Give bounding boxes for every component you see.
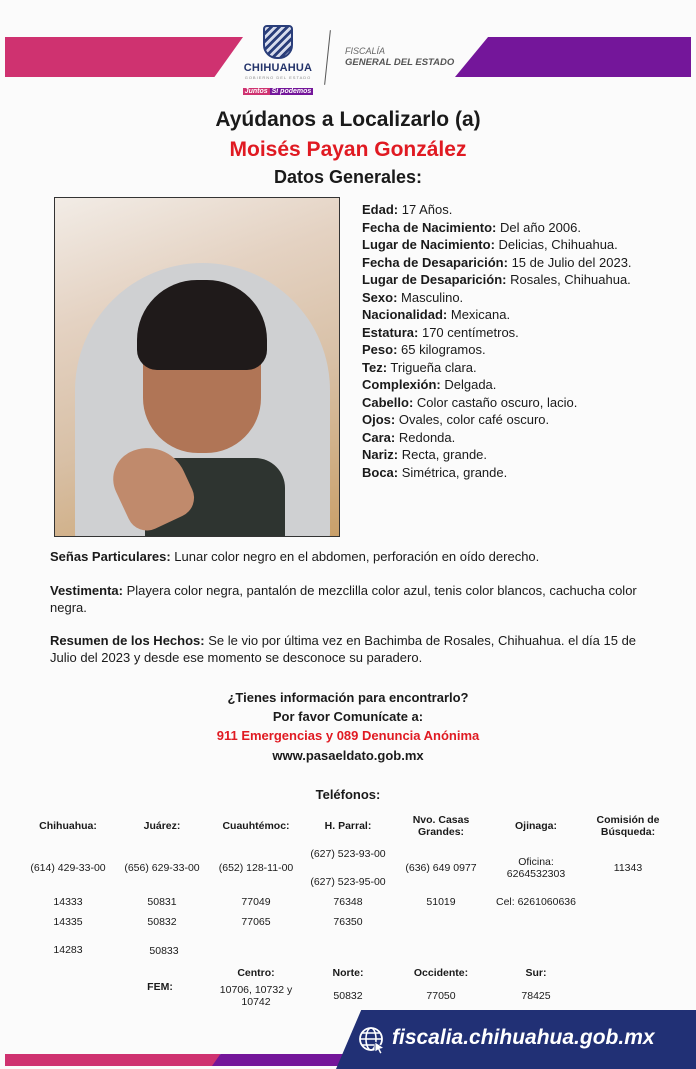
fem-norte-value: 50832 xyxy=(333,990,363,1002)
phone-parral-2: (627) 523-95-00 xyxy=(310,876,386,888)
ext-chihuahua-2: 14335 xyxy=(53,916,83,928)
ext-ojinaga-1: Cel: 6261060636 xyxy=(496,896,576,908)
header-casas-grandes: Nvo. Casas Grandes: xyxy=(412,814,470,838)
detail-row: Nacionalidad: Mexicana. xyxy=(362,307,511,322)
contact-question: ¿Tienes información para encontrarlo? xyxy=(227,690,469,705)
ext-cuauhtemoc-2: 77065 xyxy=(241,916,271,928)
phone-casas-grandes: (636) 649 0977 xyxy=(405,862,477,874)
phones-title: Teléfonos: xyxy=(315,787,381,802)
agency-line2: GENERAL DEL ESTADO xyxy=(345,57,455,68)
phone-juarez: (656) 629-33-00 xyxy=(124,862,200,874)
detail-row: Fecha de Desaparición: 15 de Julio del 2023. xyxy=(362,254,632,270)
header-pink-bar xyxy=(5,37,243,77)
ext-parral-1: 76348 xyxy=(333,896,363,908)
detail-row: Complexión: Delgada. xyxy=(362,377,497,392)
fem-occidente-value: 77050 xyxy=(426,990,456,1002)
page-title: Ayúdanos a Localizarlo (a) xyxy=(215,108,481,131)
ext-juarez-1: 50831 xyxy=(147,896,177,908)
detail-row: Ojos: Ovales, color café oscuro. xyxy=(362,412,550,427)
ext-juarez-3: 50833 xyxy=(149,945,179,957)
phone-cuauhtemoc: (652) 128-11-00 xyxy=(218,862,294,874)
shield-icon xyxy=(263,25,293,59)
header-juarez: Juárez: xyxy=(143,820,181,832)
globe-icon xyxy=(358,1026,386,1054)
phone-comision: 11343 xyxy=(613,862,643,874)
header-ojinaga: Ojinaga: xyxy=(514,820,557,832)
detail-row: Edad: 17 Años. xyxy=(362,202,453,217)
header-parral: H. Parral: xyxy=(324,820,372,832)
ext-chihuahua-3: 14283 xyxy=(53,944,83,956)
header-cuauhtemoc: Cuauhtémoc: xyxy=(222,820,290,832)
logo-slogan xyxy=(243,88,314,95)
detail-row: Cabello: Color castaño oscuro, lacio. xyxy=(362,394,578,410)
phone-ojinaga: Oficina: 6264532303 xyxy=(506,856,566,880)
detail-row: Fecha de Nacimiento: Del año 2006. xyxy=(362,219,581,235)
fem-occidente-header: Occidente: xyxy=(413,967,469,979)
logo-subtitle: GOBIERNO DEL ESTADO xyxy=(244,75,312,80)
detail-row: Lugar de Desaparición: Rosales, Chihuahua. xyxy=(362,272,631,287)
footer-url[interactable]: fiscalia.chihuahua.gob.mx xyxy=(392,1026,655,1049)
ext-cuauhtemoc-1: 77049 xyxy=(241,896,271,908)
fem-centro-header: Centro: xyxy=(237,967,275,979)
fem-norte-header: Norte: xyxy=(332,967,364,979)
ext-chihuahua-1: 14333 xyxy=(53,896,83,908)
fem-centro-value: 10706, 10732 y 10742 xyxy=(219,984,293,1008)
vestimenta: Vestimenta: Playera color negra, pantalón de mezclilla color azul, tenis color blancos, cachucha color negra. xyxy=(50,583,637,615)
resumen-hechos: Resumen de los Hechos: Se le vio por última vez en Bachimba de Rosales, Chihuahua. el día 15 de Julio del 2023 y desde ese momento se desconoce su paradero. xyxy=(50,633,637,665)
contact-call: Por favor Comunícate a: xyxy=(272,709,424,724)
detail-row: Peso: 65 kilogramos. xyxy=(362,342,486,357)
ext-parral-2: 76350 xyxy=(333,916,363,928)
website-link[interactable]: www.pasaeldato.gob.mx xyxy=(272,748,424,763)
details-list xyxy=(362,201,632,481)
slogan-part1: Juntos xyxy=(244,88,268,95)
footer-purple-bar xyxy=(212,1054,352,1066)
footer-pink-bar xyxy=(5,1054,220,1066)
detail-row: Tez: Trigueña clara. xyxy=(362,359,477,375)
header-comision: Comisión de Búsqueda: xyxy=(596,814,660,838)
header-chihuahua: Chihuahua: xyxy=(39,820,97,832)
slogan-part2: Sí podemos xyxy=(271,88,312,95)
senas-particulares: Señas Particulares: Lunar color negro en el abdomen, perforación en oído derecho. xyxy=(50,549,540,564)
emergency-numbers: 911 Emergencias y 089 Denuncia Anónima xyxy=(216,728,480,743)
fem-sur-header: Sur: xyxy=(525,967,547,979)
fem-label: FEM: xyxy=(147,981,173,993)
detail-row: Nariz: Recta, grande. xyxy=(362,447,488,462)
person-photo xyxy=(54,197,340,537)
detail-row: Sexo: Masculino. xyxy=(362,289,464,305)
ext-casas-grandes-1: 51019 xyxy=(426,896,456,908)
detail-row: Lugar de Nacimiento: Delicias, Chihuahua. xyxy=(362,237,618,252)
phone-parral-1: (627) 523-93-00 xyxy=(310,848,386,860)
agency-line1: FISCALÍA xyxy=(345,46,386,56)
detail-row: Boca: Simétrica, grande. xyxy=(362,464,508,480)
section-subtitle: Datos Generales: xyxy=(273,167,423,187)
chihuahua-logo xyxy=(240,25,316,93)
detail-row: Cara: Redonda. xyxy=(362,429,456,445)
phone-chihuahua: (614) 429-33-00 xyxy=(30,862,106,874)
logo-name: CHIHUAHUA xyxy=(243,62,313,74)
header-purple-bar xyxy=(455,37,691,77)
header-divider xyxy=(324,30,331,85)
detail-row: Estatura: 170 centímetros. xyxy=(362,324,519,340)
fem-sur-value: 78425 xyxy=(521,990,551,1002)
ext-juarez-2: 50832 xyxy=(147,916,177,928)
person-name: Moisés Payan González xyxy=(229,138,467,161)
